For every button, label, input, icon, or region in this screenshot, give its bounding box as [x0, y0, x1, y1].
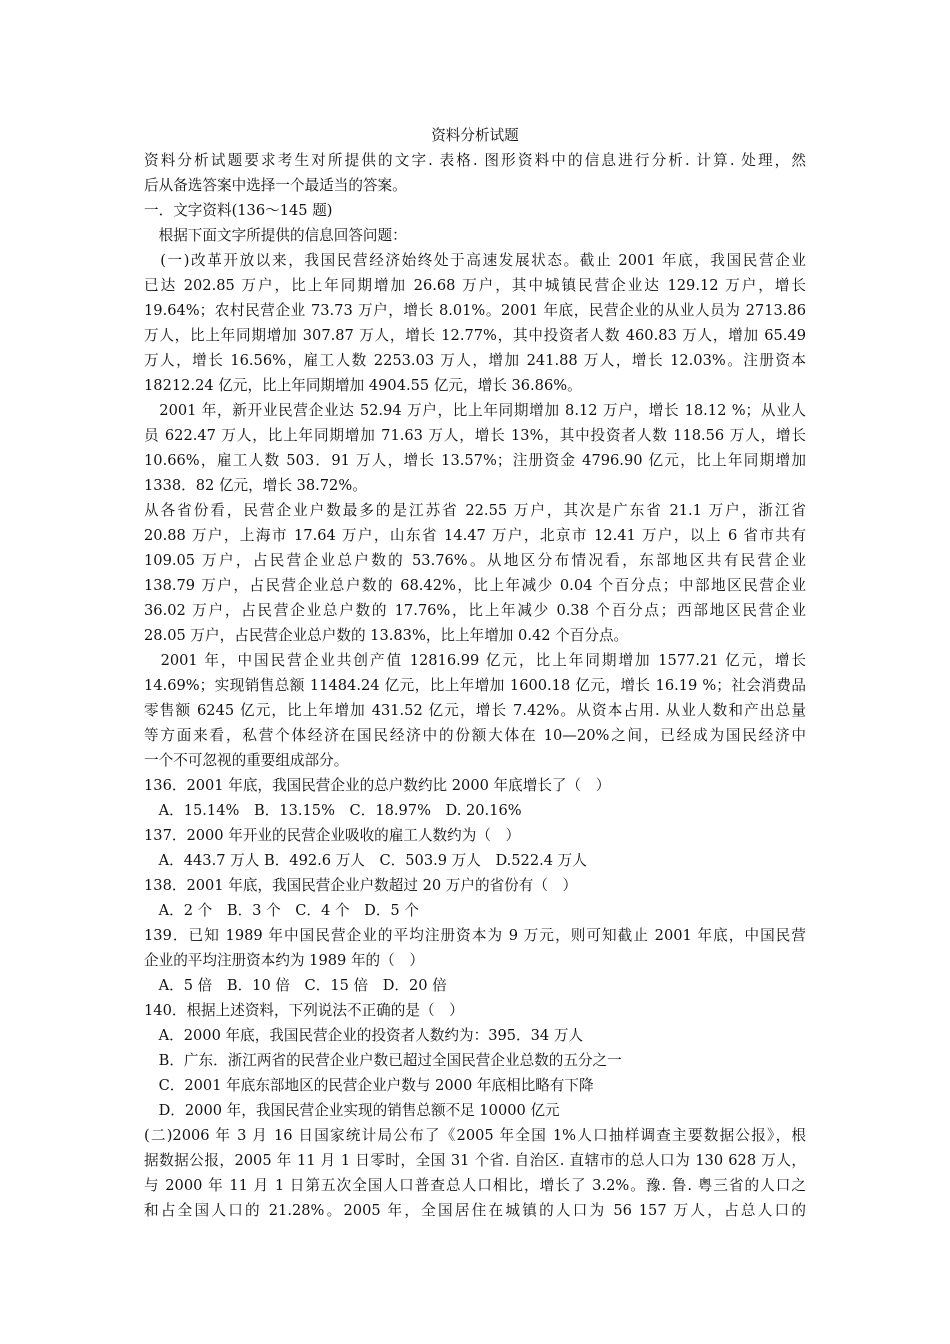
passage-line: 从各省份看，民营企业户数最多的是江苏省 22.55 万户，其次是广东省 21.1 万户，浙江省	[144, 502, 806, 519]
passage-line: 零售额 6245 亿元，比上年增加 431.52 亿元，增长 7.42%。从资本占用. 从业人数和产出总量	[144, 702, 806, 719]
passage-line: (一)改革开放以来，我国民营经济始终处于高速发展状态。截止 2001 年底，我国民营企业	[144, 252, 806, 269]
section-heading: 一．文字资料(136～145 题)	[144, 202, 333, 219]
passage-line: 2001 年，中国民营企业共创产值 12816.99 亿元，比上年同期增加 1577.21 亿元，增长	[144, 652, 806, 669]
options-137: A．443.7 万人 B．492.6 万人 C．503.9 万人 D.522.4 万人	[144, 852, 587, 869]
passage-line: 一个不可忽视的重要组成部分。	[144, 752, 349, 769]
passage-line: 已达 202.85 万户，比上年同期增加 26.68 万户，其中城镇民营企业达 129.12 万户，增长	[144, 277, 806, 294]
passage-line: 36.02 万户，占民营企业总户数的 17.76%，比上年减少 0.38 个百分点；西部地区民营企业	[144, 602, 806, 619]
instruction-line: 根据下面文字所提供的信息回答问题：	[144, 227, 407, 244]
intro-line: 资料分析试题要求考生对所提供的文字. 表格. 图形资料中的信息进行分析. 计算. 处理，然	[144, 152, 806, 169]
document-title: 资料分析试题	[431, 127, 519, 144]
passage-line: 19.64%；农村民营企业 73.73 万户，增长 8.01%。2001 年底，民营企业的从业人员为 2713.86	[144, 302, 806, 319]
passage-line: 109.05 万户，占民营企业总户数的 53.76%。从地区分布情况看，东部地区共有民营企业	[144, 552, 806, 569]
passage-line: 138.79 万户，占民营企业总户数的 68.42%，比上年减少 0.04 个百分点；中部地区民营企业	[144, 577, 806, 594]
passage-line: 等方面来看，私营个体经济在国民经济中的份额大体在 10—20%之间，已经成为国民经济中	[144, 727, 806, 744]
intro-line: 后从备选答案中选择一个最适当的答案。	[144, 177, 407, 194]
passage-line: 28.05 万户，占民营企业总户数的 13.83%，比上年增加 0.42 个百分点。	[144, 627, 629, 644]
passage-2-line: (二)2006 年 3 月 16 日国家统计局公布了《2005 年全国 1%人口抽样调查主要数据公报》，根	[144, 1127, 806, 1144]
question-139: 139．已知 1989 年中国民营企业的平均注册资本为 9 万元，则可知截止 2001 年底，中国民营	[144, 927, 806, 944]
passage-line: 20.88 万户，上海市 17.64 万户，山东省 14.47 万户，北京市 12.41 万户，以上 6 省市共有	[144, 527, 806, 544]
option-140-c: C．2001 年底东部地区的民营企业户数与 2000 年底相比略有下降	[144, 1077, 594, 1094]
question-139-cont: 企业的平均注册资本约为 1989 年的（ ）	[144, 952, 424, 969]
question-136: 136．2001 年底，我国民营企业的总户数约比 2000 年底增长了（ ）	[144, 777, 611, 794]
passage-line: 万人，比上年同期增加 307.87 万人，增长 12.77%，其中投资者人数 460.83 万人，增加 65.49	[144, 327, 806, 344]
question-138: 138．2001 年底，我国民营企业户数超过 20 万户的省份有（ ）	[144, 877, 578, 894]
passage-line: 万人，增长 16.56%，雇工人数 2253.03 万人，增加 241.88 万人，增长 12.03%。注册资本	[144, 352, 806, 369]
options-138: A．2 个 B．3 个 C．4 个 D．5 个	[144, 902, 419, 919]
option-140-b: B．广东．浙江两省的民营企业户数已超过全国民营企业总数的五分之一	[144, 1052, 622, 1069]
passage-line: 1338．82 亿元，增长 38.72%。	[144, 477, 367, 494]
options-139: A．5 倍 B．10 倍 C．15 倍 D．20 倍	[144, 977, 447, 994]
passage-line: 10.66%，雇工人数 503．91 万人，增长 13.57%；注册资金 4796.90 亿元，比上年同期增加	[144, 452, 806, 469]
passage-2-line: 据数据公报，2005 年 11 月 1 日零时，全国 31 个省. 自治区. 直辖市的总人口为 130 628 万人，	[144, 1152, 806, 1169]
question-140: 140．根据上述资料，下列说法不正确的是（ ）	[144, 1002, 464, 1019]
passage-line: 18212.24 亿元，比上年同期增加 4904.55 亿元，增长 36.86%。	[144, 377, 582, 394]
passage-line: 员 622.47 万人，比上年同期增加 71.63 万人，增长 13%，其中投资者人数 118.56 万人，增长	[144, 427, 806, 444]
options-136: A．15.14% B．13.15% C．18.97% D. 20.16%	[144, 802, 522, 819]
option-140-d: D．2000 年，我国民营企业实现的销售总额不足 10000 亿元	[144, 1102, 560, 1119]
question-137: 137．2000 年开业的民营企业吸收的雇工人数约为（ ）	[144, 827, 521, 844]
passage-line: 2001 年，新开业民营企业达 52.94 万户，比上年同期增加 8.12 万户，增长 18.12 %；从业人	[144, 402, 806, 419]
passage-2-line: 和占全国人口的 21.28%。2005 年，全国居住在城镇的人口为 56 157 万人，占总人口的	[144, 1202, 806, 1219]
option-140-a: A．2000 年底，我国民营企业的投资者人数约为：395．34 万人	[144, 1027, 584, 1044]
passage-line: 14.69%；实现销售总额 11484.24 亿元，比上年增加 1600.18 亿元，增长 16.19 %；社会消费品	[144, 677, 806, 694]
passage-2-line: 与 2000 年 11 月 1 日第五次全国人口普查总人口相比，增长了 3.2%。豫. 鲁. 粤三省的人口之	[144, 1177, 806, 1194]
